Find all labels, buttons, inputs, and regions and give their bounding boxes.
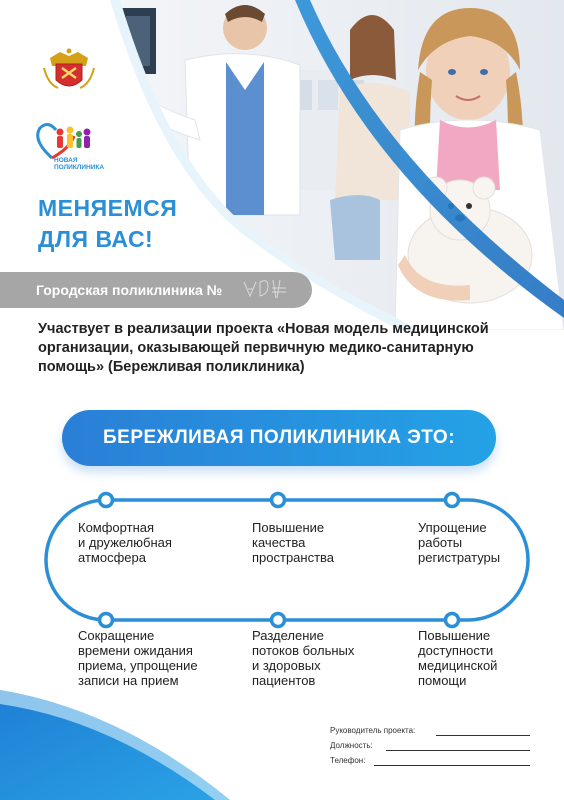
- lean-clinic-banner: [62, 410, 496, 466]
- feature-comfortable-atmosphere: Комфортная и дружелюбная атмосфера: [78, 520, 172, 565]
- track-node: [446, 614, 459, 627]
- position-line[interactable]: [386, 750, 530, 751]
- new-clinic-logo: [30, 118, 110, 172]
- project-description: Участвует в реализации проекта «Новая модель медицинской организации, оказывающей первичную медико-санитарную помощь» (Бережливая поликлиника): [38, 321, 489, 375]
- clinic-name-bar: [0, 272, 312, 308]
- phone-line[interactable]: [374, 765, 530, 766]
- feature-waiting-reduction: Сокращение времени ожидания приема, упрощение записи на прием: [78, 628, 198, 688]
- coat-of-arms-icon: [40, 48, 98, 94]
- headline-line-2: ДЛЯ ВАС!: [38, 226, 154, 252]
- track-node: [100, 494, 113, 507]
- track-node: [272, 494, 285, 507]
- banner-title: БЕРЕЖЛИВАЯ ПОЛИКЛИНИКА ЭТО:: [102, 427, 456, 448]
- director-line[interactable]: [436, 735, 530, 736]
- logo-text-1: НОВАЯ: [54, 157, 78, 164]
- headline-line-1: МЕНЯЕМСЯ: [38, 195, 178, 221]
- feature-patient-flow-separation: Разделение потоков больных и здоровых пациентов: [252, 628, 355, 688]
- track-node: [272, 614, 285, 627]
- director-label: Руководитель проекта:: [330, 726, 416, 735]
- feature-registry-simplification: Упрощение работы регистратуры: [418, 520, 501, 565]
- feature-space-quality: Повышение качества пространства: [252, 520, 335, 565]
- clinic-label: Городская поликлиника №: [36, 282, 223, 298]
- phone-label: Телефон:: [330, 756, 366, 765]
- position-label: Должность:: [330, 741, 373, 750]
- logo-text-2: ПОЛИКЛИНИКА: [54, 164, 105, 171]
- track-node: [100, 614, 113, 627]
- heart-people-icon: [30, 118, 110, 172]
- feature-care-accessibility: Повышение доступности медицинской помощи: [418, 628, 498, 688]
- clinic-number-field[interactable]: [240, 276, 290, 302]
- track-node: [446, 494, 459, 507]
